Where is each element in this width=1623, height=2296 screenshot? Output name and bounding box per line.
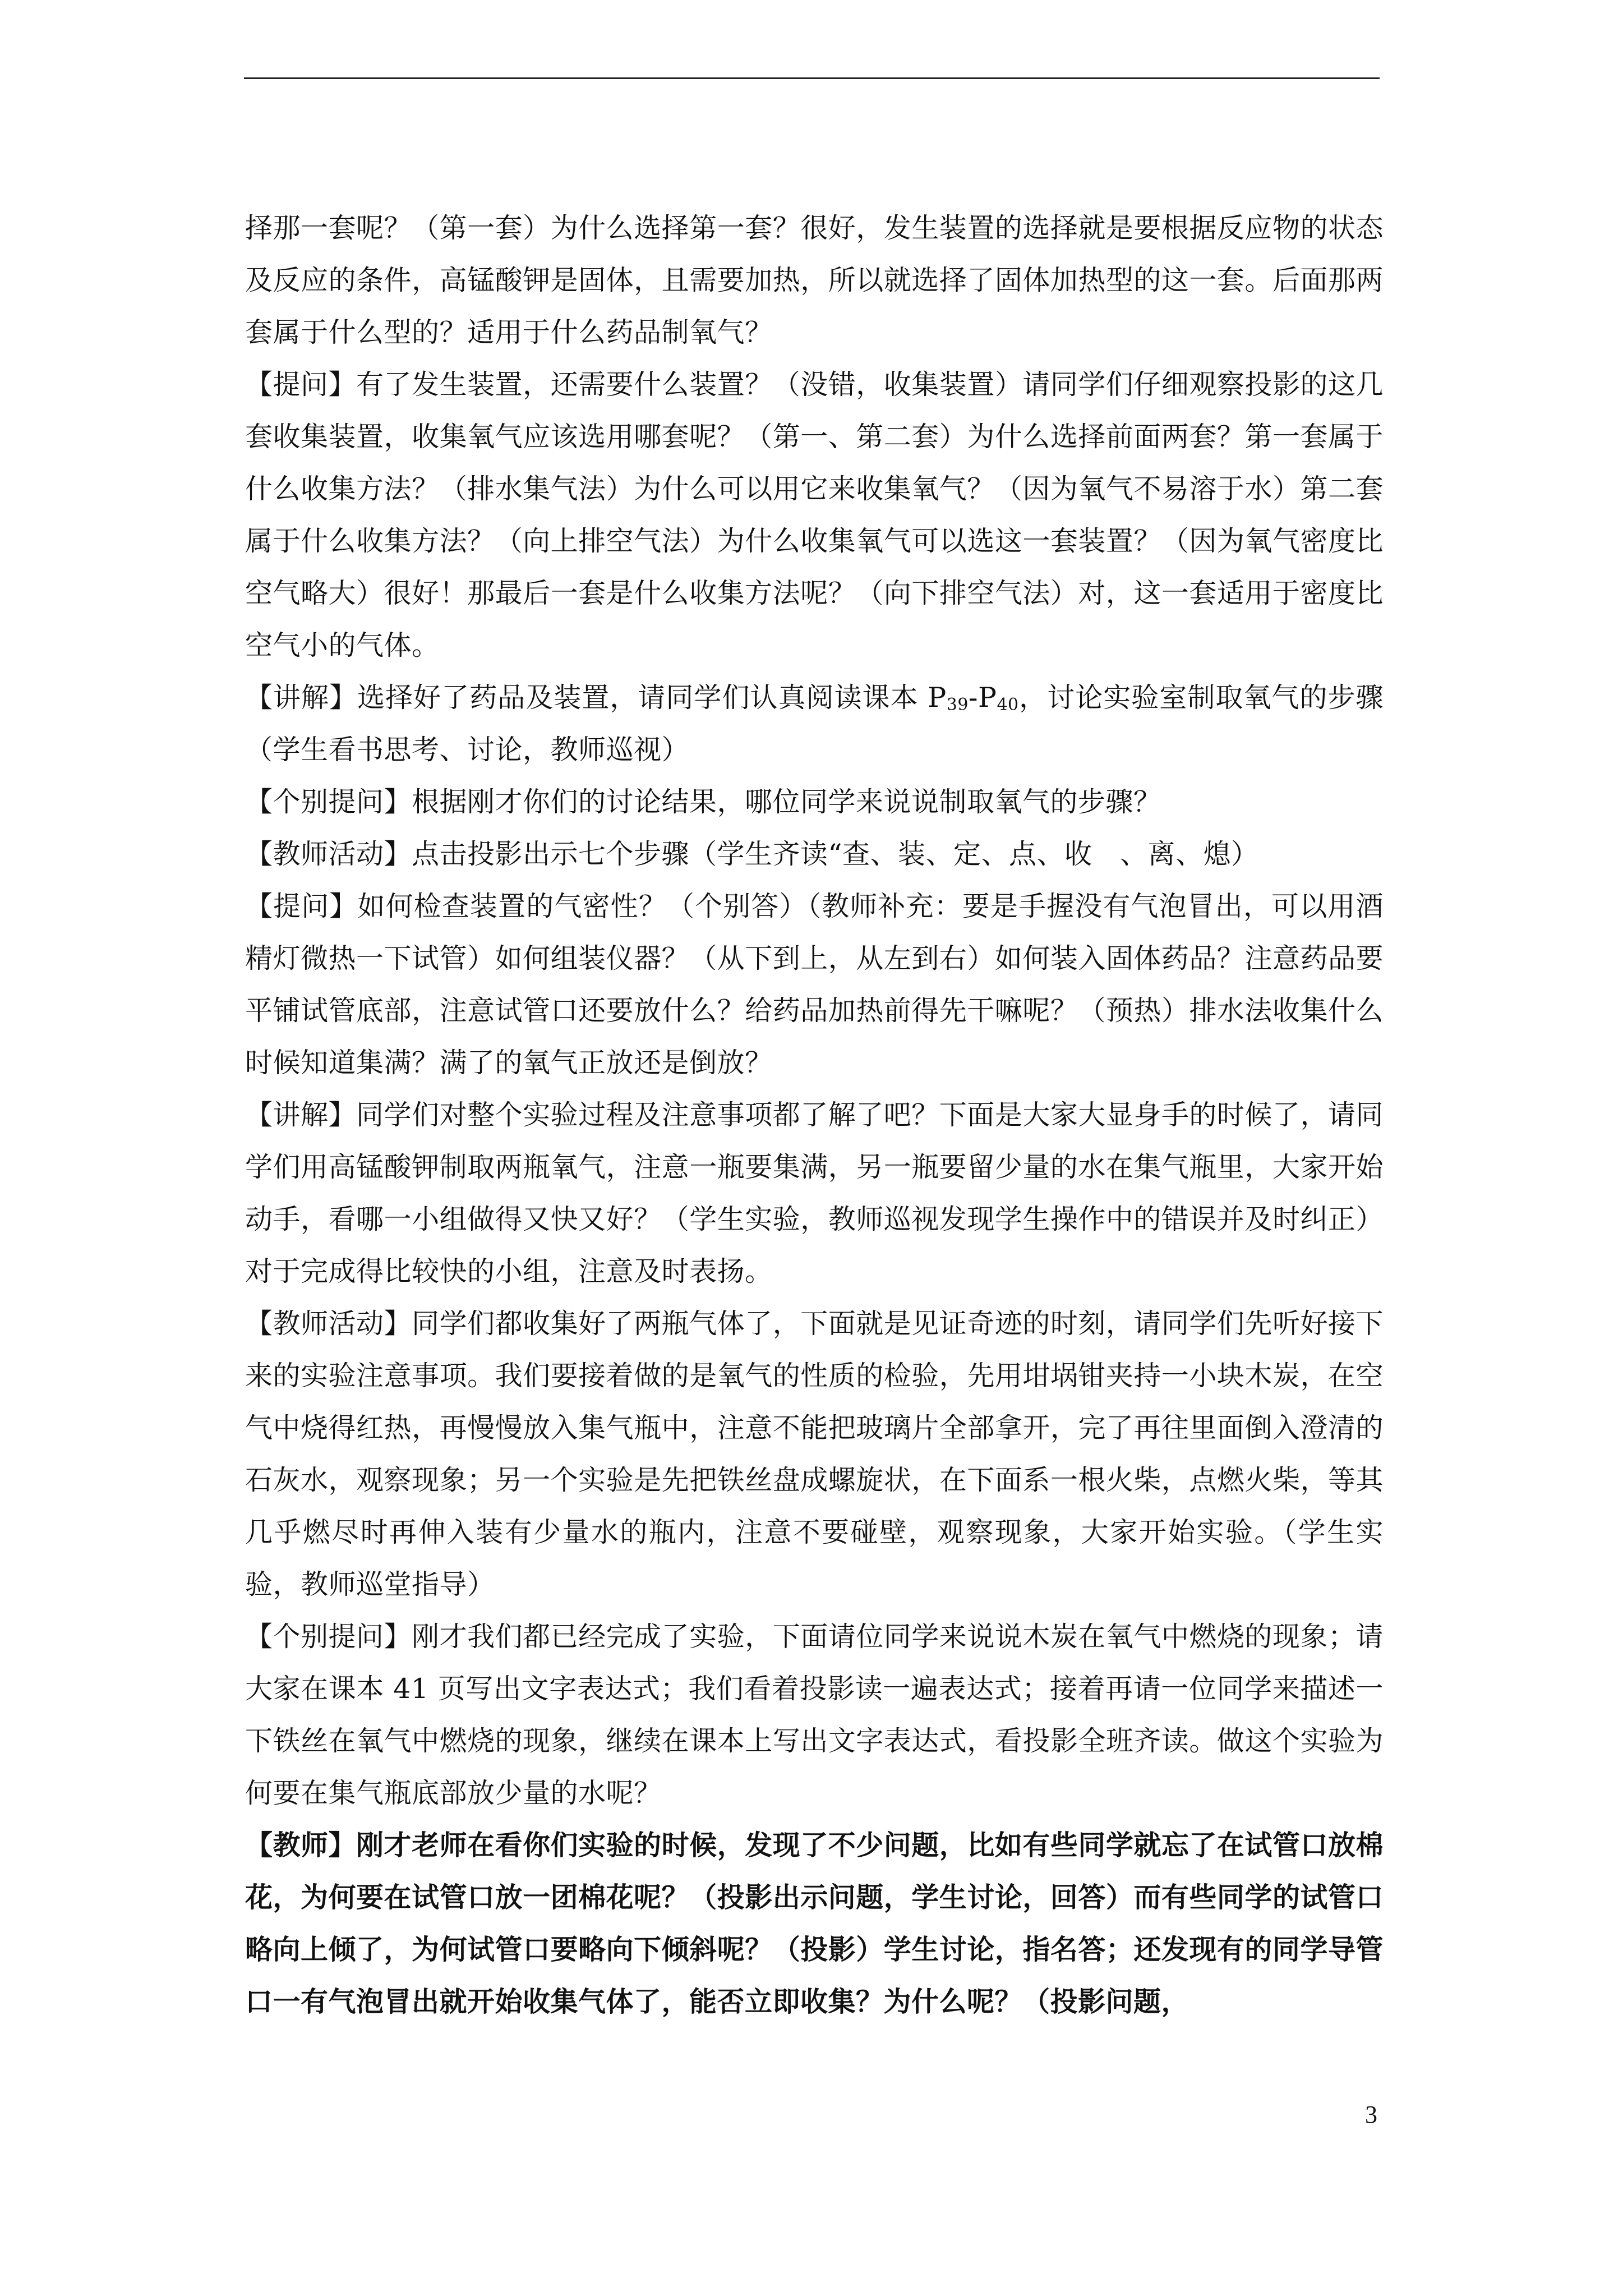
paragraph-teacher-activity-properties: 【教师活动】同学们都收集好了两瓶气体了，下面就是见证奇迹的时刻，请同学们先听好接下来的实验注意事项。我们要接着做的是氧气的性质的检验，先用坩埚钳夹持一小块木炭，在空气中烧得红热，再慢慢放入集气瓶中，注意不能把玻璃片全部拿开，完了再往里面倒入澄清的石灰水，观察现象；另一个实验是先把铁丝盘成螺旋状，在下面系一根火柴，点燃火柴，等其几乎燃尽时再伸入装有少量水的瓶内，注意不要碰壁，观察现象，大家开始实验。（学生实验，教师巡堂指导） (245, 1308, 1384, 1600)
paragraph-explain-experiment: 【讲解】同学们对整个实验过程及注意事项都了解了吧？下面是大家大显身手的时候了，请同学们用高锰酸钾制取两瓶氧气，注意一瓶要集满，另一瓶要留少量的水在集气瓶里，大家开始动手，看哪一小组做得又快又好？（学生实验，教师巡视发现学生操作中的错误并及时纠正）对于完成得比较快的小组，注意及时表扬。 (245, 1099, 1384, 1287)
page-number: 3 (1365, 2101, 1377, 2128)
paragraph-continuation: 择那一套呢？（第一套）为什么选择第一套？很好，发生装置的选择就是要根据反应物的状态及反应的条件，高锰酸钾是固体，且需要加热，所以就选择了固体加热型的这一套。后面那两套属于什么型的？适用于什么药品制氧气？ (245, 212, 1384, 348)
paragraph-question-collection: 【提问】有了发生装置，还需要什么装置？（没错，收集装置）请同学们仔细观察投影的这几套收集装置，收集氧气应该选用哪套呢？（第一、第二套）为什么选择前面两套？第一套属于什么收集方法？（排水集气法）为什么可以用它来收集氧气？（因为氧气不易溶于水）第二套属于什么收集方法？（向上排空气法）为什么收集氧气可以选这一套装置？（因为氧气密度比空气略大）很好！那最后一套是什么收集方法呢？（向下排空气法）对，这一套适用于密度比空气小的气体。 (245, 369, 1384, 661)
paragraph-teacher-activity-steps: 【教师活动】点击投影出示七个步骤（学生齐读“查、装、定、点、收 、离、熄） (245, 838, 1259, 870)
paragraph-individual-question-combustion: 【个别提问】刚才我们都已经完成了实验，下面请位同学来说说木炭在氧气中燃烧的现象；请大家在课本 41 页写出文字表达式；我们看着投影读一遍表达式；接着再请一位同学来描述一下铁丝在氧气中燃烧的现象，继续在课本上写出文字表达式，看投影全班齐读。做这个实验为何要在集气瓶底部放少量的水呢？ (245, 1621, 1384, 1809)
paragraph-teacher-problems: 【教师】刚才老师在看你们实验的时候，发现了不少问题，比如有些同学就忘了在试管口放棉花，为何要在试管口放一团棉花呢？（投影出示问题，学生讨论，回答）而有些同学的试管口略向上倾了，为何试管口要略向下倾斜呢？（投影）学生讨论，指名答；还发现有的同学导管口一有气泡冒出就开始收集气体了，能否立即收集？为什么呢？（投影问题， (245, 1829, 1384, 2018)
subscript-40: 40 (997, 695, 1019, 715)
paragraph-explain-steps (245, 671, 1384, 776)
header-rule (244, 77, 1380, 79)
text-segment: -P (968, 682, 997, 714)
paragraph-individual-question: 【个别提问】根据刚才你们的讨论结果，哪位同学来说说制取氧气的步骤？ (245, 786, 1161, 818)
body-text (245, 202, 1384, 2028)
subscript-39: 39 (946, 695, 969, 715)
text-segment: 【讲解】选择好了药品及装置，请同学们认真阅读课本 P (245, 682, 947, 714)
text-segment: ，讨论实验室制取氧气的步骤（学生看书思考、讨论，教师巡视） (245, 682, 1384, 766)
paragraph-question-airtightness: 【提问】如何检查装置的气密性？（个别答）（教师补充：要是手握没有气泡冒出，可以用酒精灯微热一下试管）如何组装仪器？（从下到上，从左到右）如何装入固体药品？注意药品要平铺试管底部，注意试管口还要放什么？给药品加热前得先干嘛呢？（预热）排水法收集什么时候知道集满？满了的氧气正放还是倒放？ (245, 890, 1384, 1079)
